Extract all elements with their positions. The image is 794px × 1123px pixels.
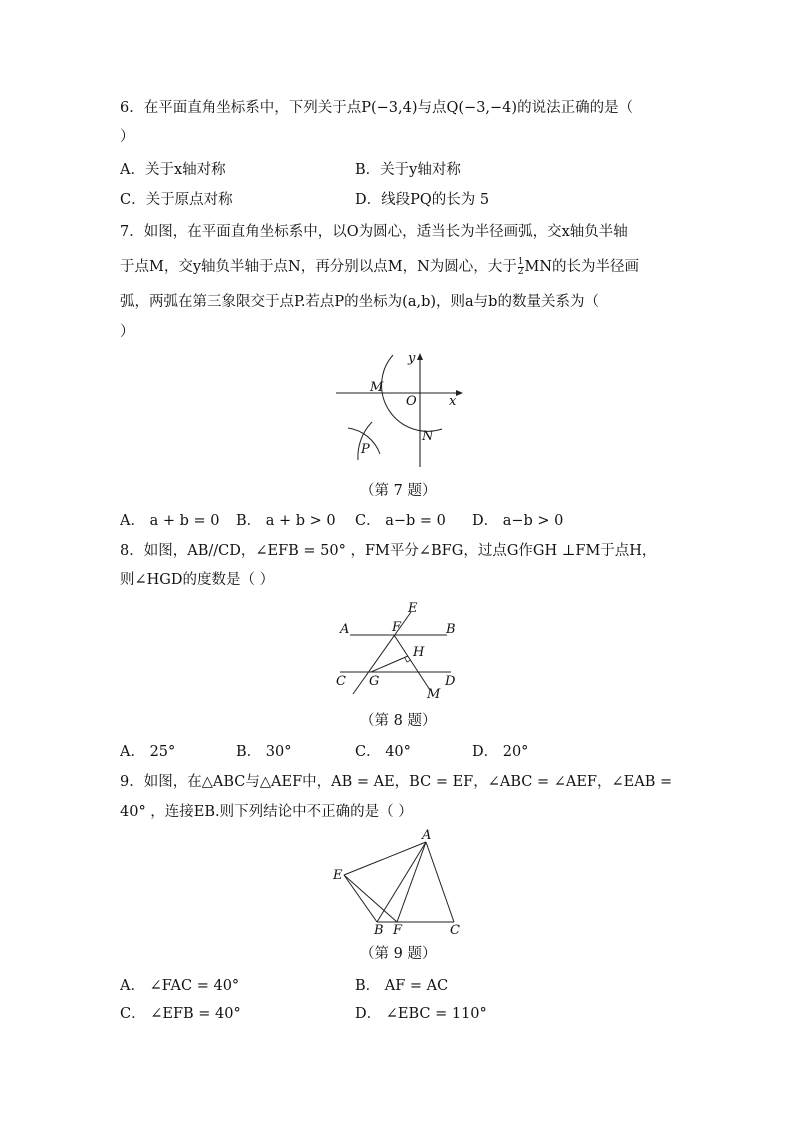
q7-fraction	[518, 258, 524, 277]
q9-label-e: E	[333, 868, 343, 883]
q7-caption: （第 7 题）	[360, 483, 437, 499]
q8-label-f: F	[392, 620, 402, 635]
q8-label-d: D	[445, 674, 456, 689]
q8-label-c: C	[336, 674, 346, 689]
q7-label-n: N	[422, 429, 434, 444]
q7-y-arrow	[417, 353, 423, 360]
q7-fraction-denominator: 2	[517, 266, 524, 277]
q9-option-b: B． AF = AC	[355, 978, 449, 994]
q8-label-a: A	[340, 622, 350, 637]
q7-stem-line2	[120, 257, 639, 277]
q6-option-b: B．关于y轴对称	[355, 162, 461, 178]
q8-label-b: B	[446, 622, 456, 637]
q7-figure	[330, 350, 470, 470]
q9-label-b: B	[374, 923, 384, 938]
q7-x-arrow	[456, 390, 463, 396]
q7-stem-line2-end: MN的长为半径画	[524, 259, 640, 275]
q8-label-m: M	[427, 687, 441, 702]
q7-stem-line4: ）	[120, 324, 135, 340]
q8-line-gh	[371, 656, 408, 672]
q8-stem-line1: 8．如图，AB//CD，∠EFB = 50° ，FM平分∠BFG，过点G作GH ⊥FM于点H，	[120, 543, 657, 559]
q8-option-d: D． 20°	[472, 744, 529, 760]
q9-option-d: D． ∠EBC = 110°	[355, 1006, 487, 1022]
q8-line-fm	[394, 635, 430, 690]
q7-option-a: A． a + b = 0	[120, 513, 220, 529]
q9-label-c: C	[450, 923, 460, 938]
q9-segment-ef	[344, 875, 397, 922]
q9-label-a: A	[422, 828, 432, 843]
q9-stem-line2: 40° ，连接EB.则下列结论中不正确的是（ ）	[120, 804, 413, 820]
q8-caption: （第 8 题）	[360, 713, 437, 729]
q6-stem-line2: ）	[120, 129, 135, 145]
q9-option-c: C． ∠EFB = 40°	[120, 1006, 241, 1022]
q7-label-y: y	[408, 351, 416, 366]
q8-figure	[335, 600, 465, 700]
q6-option-c: C．关于原点对称	[120, 192, 233, 208]
q6-option-d: D．线段PQ的长为 5	[355, 192, 490, 208]
q7-stem-line3: 弧，两弧在第三象限交于点P.若点P的坐标为(a,b)，则a与b的数量关系为（	[120, 294, 599, 310]
q9-segment-eb	[344, 875, 377, 922]
q9-stem-line1: 9．如图，在△ABC与△AEF中，AB = AE，BC = EF，∠ABC = ∠AEF，∠EAB =	[120, 774, 673, 790]
q7-option-d: D． a−b > 0	[472, 513, 564, 529]
q7-stem-line1: 7．如图，在平面直角坐标系中，以O为圆心，适当长为半径画弧，交x轴负半轴	[120, 224, 628, 240]
q6-option-a: A．关于x轴对称	[120, 162, 226, 178]
q9-label-f: F	[393, 923, 403, 938]
q8-option-b: B． 30°	[236, 744, 292, 760]
q8-stem-line2: 则∠HGD的度数是（ ）	[120, 572, 275, 588]
q7-option-c: C． a−b = 0	[355, 513, 446, 529]
q9-segment-ac	[426, 842, 454, 922]
q8-label-g: G	[369, 674, 380, 689]
q7-option-b: B． a + b > 0	[236, 513, 336, 529]
q7-stem-line2-start: 于点M，交y轴负半轴于点N，再分别以点M，N为圆心，大于	[120, 259, 517, 275]
q7-label-o: O	[406, 394, 417, 409]
q9-segment-ae	[344, 842, 426, 875]
q6-stem-line1: 6．在平面直角坐标系中，下列关于点P(−3,4)与点Q(−3,−4)的说法正确的是（	[120, 100, 634, 116]
q7-fraction-numerator: 1	[517, 256, 524, 267]
q8-line-ef	[353, 612, 411, 694]
q9-caption: （第 9 题）	[360, 946, 437, 962]
q8-label-h: H	[413, 645, 425, 660]
q7-label-p: P	[361, 442, 370, 457]
q8-option-a: A． 25°	[120, 744, 176, 760]
q8-option-c: C． 40°	[355, 744, 411, 760]
q8-label-e: E	[408, 601, 418, 616]
q9-figure	[330, 828, 470, 938]
q9-option-a: A． ∠FAC = 40°	[120, 978, 240, 994]
q7-label-m: M	[370, 380, 384, 395]
q7-label-x: x	[449, 394, 457, 409]
